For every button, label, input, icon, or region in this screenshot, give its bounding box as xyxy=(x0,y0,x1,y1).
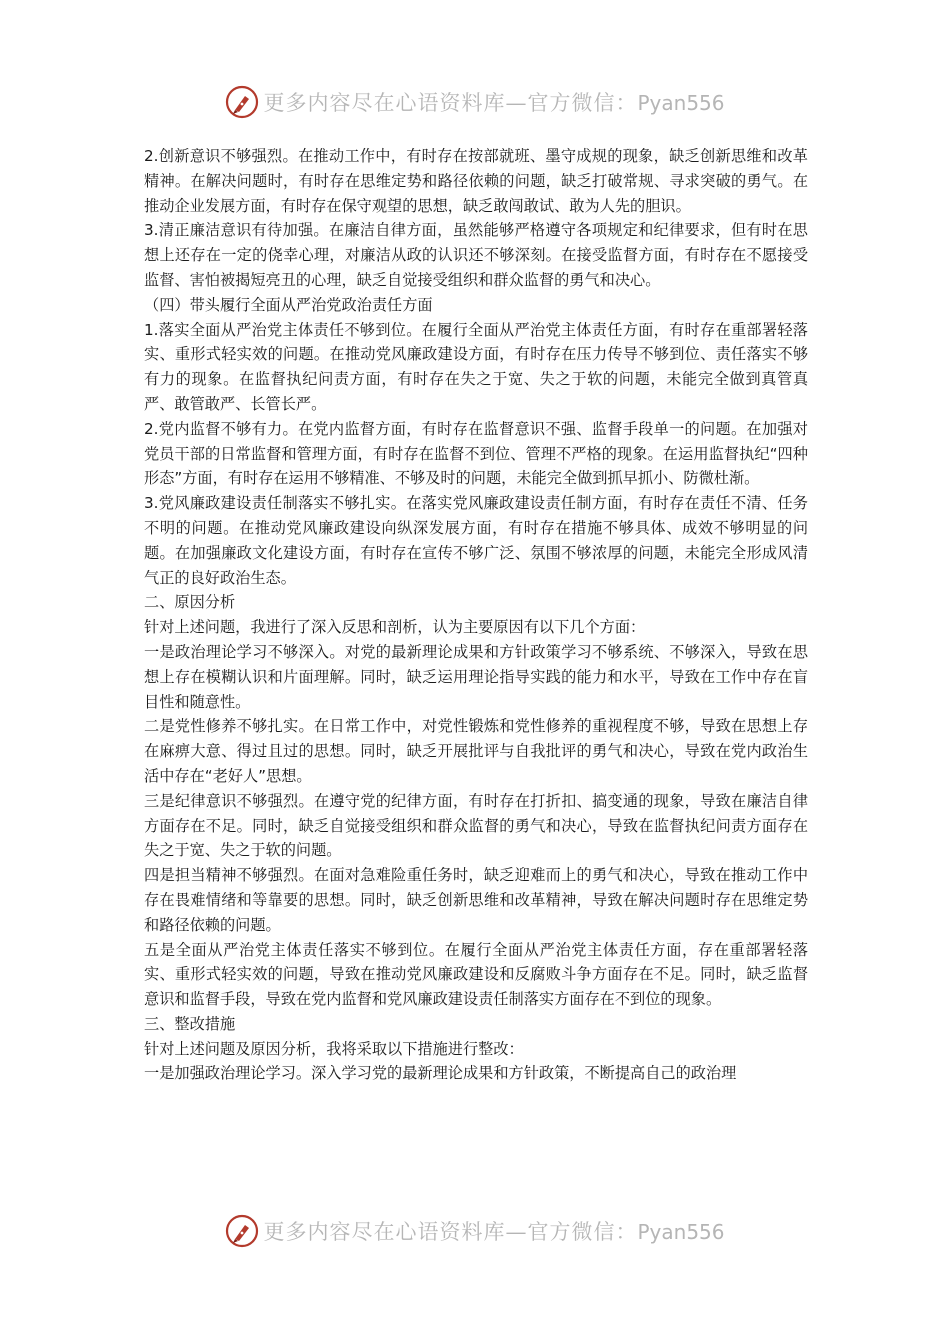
section-heading: 三、整改措施 xyxy=(144,1014,236,1033)
watermark-wechat-id: Pyan556 xyxy=(637,91,725,115)
paragraph: 2.创新意识不够强烈。在推动工作中，有时存在按部就班、墨守成规的现象，缺乏创新思维和改革精神。在解决问题时，有时存在思维定势和路径依赖的问题，缺乏打破常规、寻求突破的勇气。在推动企业发展方面，有时存在保守观望的思想，缺乏敢闯敢试、敢为人先的胆识。 xyxy=(144,147,808,215)
paragraph: 3.党风廉政建设责任制落实不够扎实。在落实党风廉政建设责任制方面，有时存在责任不清、任务不明的问题。在推动党风廉政建设向纵深发展方面，有时存在措施不够具体、成效不够明显的问题。在加强廉政文化建设方面，有时存在宣传不够广泛、氛围不够浓厚的问题，未能完全形成风清气正的良好政治生态。 xyxy=(144,494,808,587)
paragraph: 一是政治理论学习不够深入。对党的最新理论成果和方针政策学习不够系统、不够深入，导致在思想上存在模糊认识和片面理解。同时，缺乏运用理论指导实践的能力和水平，导致在工作中存在盲目性和随意性。 xyxy=(144,642,808,711)
section-heading: 二、原因分析 xyxy=(144,593,236,612)
paragraph: 四是担当精神不够强烈。在面对急难险重任务时，缺乏迎难而上的勇气和决心，导致在推动工作中存在畏难情绪和等靠要的思想。同时，缺乏创新思维和改革精神，导致在解决问题时存在思维定势和路径依赖的问题。 xyxy=(144,866,808,934)
watermark-wechat-id: Pyan556 xyxy=(637,1220,725,1244)
paragraph: 针对上述问题，我进行了深入反思和剖析，认为主要原因有以下几个方面： xyxy=(144,618,646,637)
footer-watermark xyxy=(0,1211,950,1251)
paragraph: 三是纪律意识不够强烈。在遵守党的纪律方面，有时存在打折扣、搞变通的现象，导致在廉洁自律方面存在不足。同时，缺乏自觉接受组织和群众监督的勇气和决心，导致在监督执纪问责方面存在失之于宽、失之于软的问题。 xyxy=(144,791,808,860)
section-heading: （四）带头履行全面从严治党政治责任方面 xyxy=(144,295,433,314)
paragraph: 一是加强政治理论学习。深入学习党的最新理论成果和方针政策，不断提高自己的政治理 xyxy=(144,1064,737,1083)
watermark-text: 更多内容尽在心语资料库—官方微信：Pyan556 xyxy=(263,1220,725,1244)
header-watermark xyxy=(0,82,950,122)
paragraph: 2.党内监督不够有力。在党内监督方面，有时存在监督意识不强、监督手段单一的问题。在加强对党员干部的日常监督和管理方面，有时存在监督不到位、管理不严格的现象。在运用监督执纪“四种形态”方面，有时存在运用不够精准、不够及时的问题，未能完全做到抓早抓小、防微杜渐。 xyxy=(144,419,808,488)
document-body xyxy=(144,144,808,1086)
paragraph: 二是党性修养不够扎实。在日常工作中，对党性锻炼和党性修养的重视程度不够，导致在思想上存在麻痹大意、得过且过的思想。同时，缺乏开展批评与自我批评的勇气和决心，导致在党内政治生活中存在“老好人”思想。 xyxy=(144,717,808,785)
paragraph: 针对上述问题及原因分析，我将采取以下措施进行整改： xyxy=(144,1039,524,1058)
fountain-pen-icon xyxy=(225,85,259,119)
paragraph: 1.落实全面从严治党主体责任不够到位。在履行全面从严治党主体责任方面，有时存在重部署轻落实、重形式轻实效的问题。在推动党风廉政建设方面，有时存在压力传导不够到位、责任落实不够有力的现象。在监督执纪问责方面，有时存在失之于宽、失之于软的问题，未能完全做到真管真严、敢管敢严、长管长严。 xyxy=(144,320,808,413)
paragraph: 五是全面从严治党主体责任落实不够到位。在履行全面从严治党主体责任方面，存在重部署轻落实、重形式轻实效的问题，导致在推动党风廉政建设和反腐败斗争方面存在不足。同时，缺乏监督意识和监督手段，导致在党内监督和党风廉政建设责任制落实方面存在不到位的现象。 xyxy=(144,940,808,1009)
watermark-text: 更多内容尽在心语资料库—官方微信：Pyan556 xyxy=(263,91,725,115)
paragraph: 3.清正廉洁意识有待加强。在廉洁自律方面，虽然能够严格遵守各项规定和纪律要求，但有时在思想上还存在一定的侥幸心理，对廉洁从政的认识还不够深刻。在接受监督方面，有时存在不愿接受监督、害怕被揭短亮丑的心理，缺乏自觉接受组织和群众监督的勇气和决心。 xyxy=(144,221,808,289)
fountain-pen-icon xyxy=(225,1214,259,1248)
